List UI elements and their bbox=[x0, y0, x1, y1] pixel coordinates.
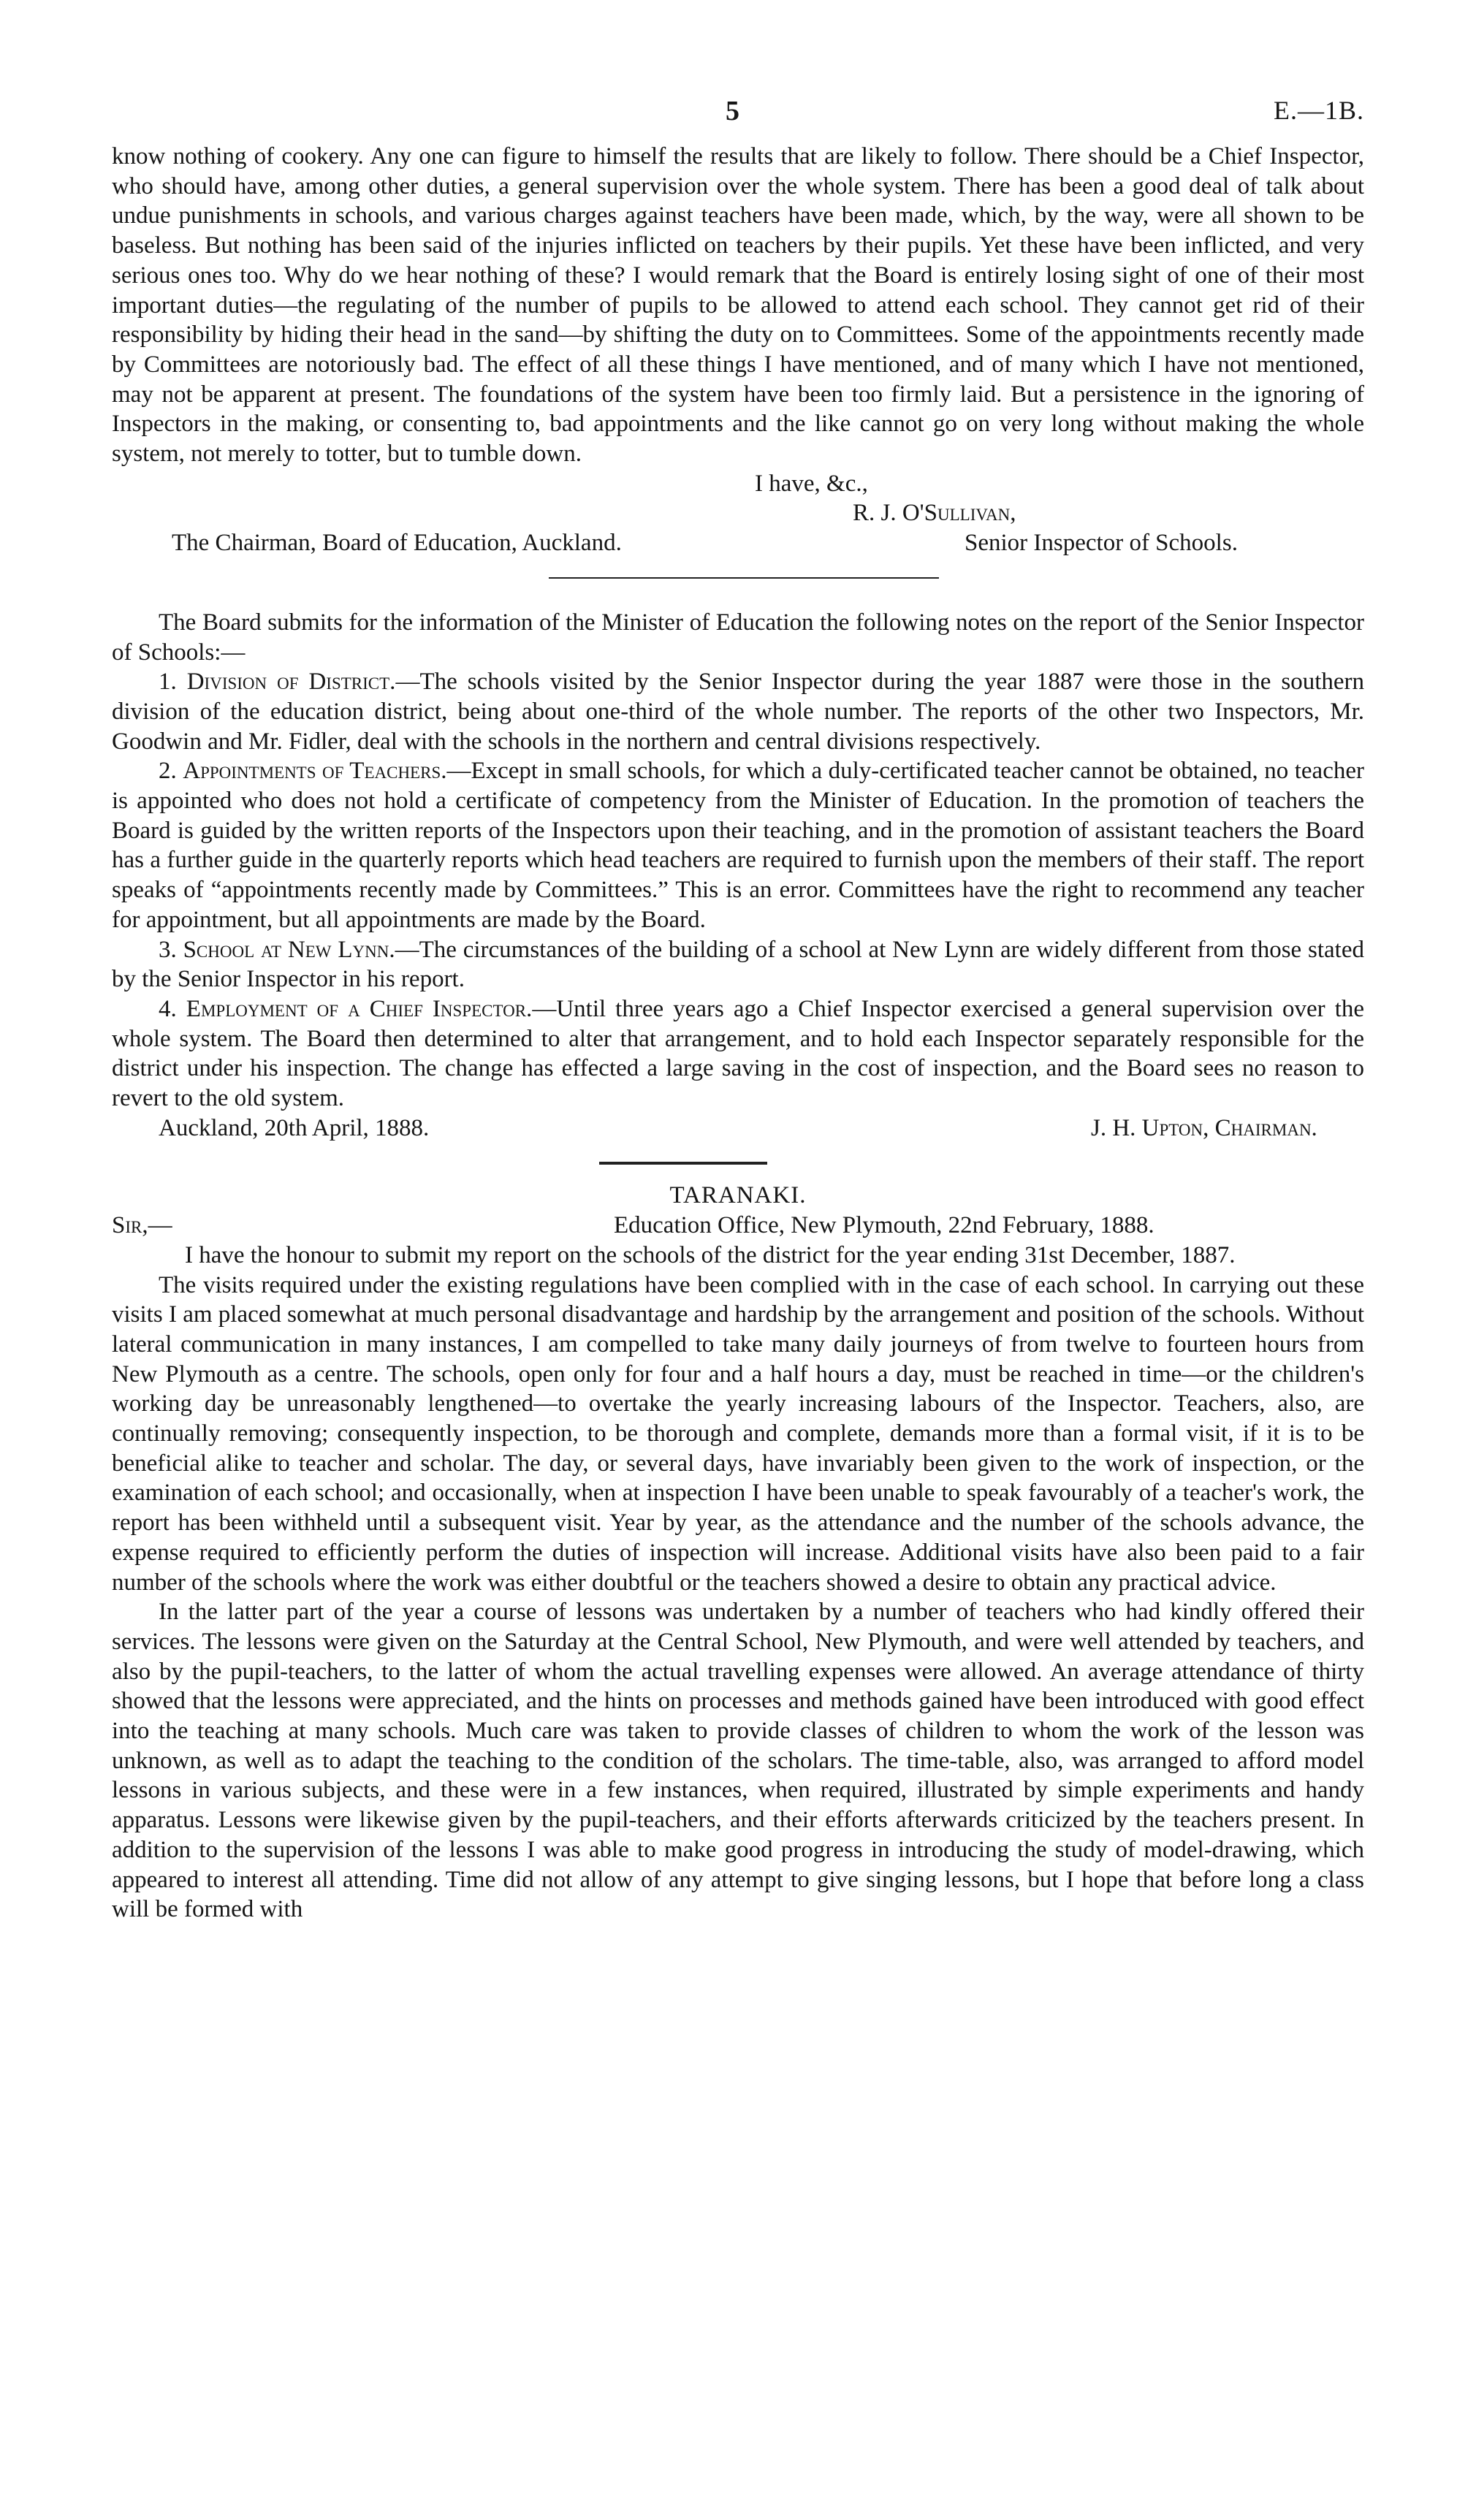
page-number: 5 bbox=[726, 96, 739, 126]
letter-signatory-title: Senior Inspector of Schools. bbox=[965, 530, 1238, 557]
letter-closing: I have, &c., bbox=[755, 470, 868, 497]
report-paragraph: I have the honour to submit my report on the schools of the district for the year ending 31st December, 1887. bbox=[185, 1241, 1236, 1268]
letter-addressee: The Chairman, Board of Education, Auckland. bbox=[172, 530, 622, 557]
note-item: 3. School at New Lynn.—The circumstances of the building of a school at New Lynn are widely different from those stated by the Senior Inspector in his report. bbox=[112, 936, 1364, 993]
note-heading: School at New Lynn. bbox=[183, 936, 395, 963]
inspector-letter bbox=[112, 142, 1364, 558]
note-item: 4. Employment of a Chief Inspector.—Until three years ago a Chief Inspector exercised a general supervision over the whole system. The Board then determined to alter that arrangement, and to hold each Inspector separately responsible for the district under his inspection. The change has effected a large saving in the cost of inspection, and the Board sees no reason to revert to the old system. bbox=[112, 995, 1365, 1112]
letter-signatory: R. J. O'Sullivan, bbox=[853, 500, 1016, 527]
note-item: 2. Appointments of Teachers.—Except in small schools, for which a duly-certificated teacher cannot be obtained, no teacher is appointed who does not hold a certificate of competency from the Minister of Education. In the promotion of teachers the Board is guided by the written reports of the Inspectors upon their teaching, and in the promotion of assistant teachers the Board has a further guide in the quarterly reports which head teachers are required to furnish upon the members of their staff. The report speaks of “appointments recently made by Committees.” This is an error. Committees have the right to recommend any teacher for appointment, but all appointments are made by the Board. bbox=[112, 758, 1364, 933]
board-place-date: Auckland, 20th April, 1888. bbox=[159, 1114, 430, 1141]
note-heading: Employment of a Chief Inspector. bbox=[186, 995, 533, 1022]
section-divider bbox=[549, 577, 939, 579]
report-paragraph: In the latter part of the year a course of lessons was undertaken by a number of teachers who had kindly offered their services. The lessons were given on the Saturday at the Central School, New Plymouth, and were well attended by teachers, and also by the pupil-teachers, to the latter of whom the actual travelling expenses were allowed. An average attendance of thirty showed that the lessons were appreciated, and the hints on processes and methods gained have been introduced with good effect into the teaching at many schools. Much care was taken to provide classes of children to whom the work of the lesson was unknown, as well as to adapt the teaching to the condition of the scholars. The time-table, also, was arranged to afford model lessons in various subjects, and these were in a few instances, when required, illustrated by simple experiments and handy apparatus. Lessons were likewise given by the pupil-teachers, and their efforts afterwards criticized by the teachers present. In addition to the supervision of the lessons I was able to make good progress in introducing the study of model-drawing, which appeared to interest all attending. Time did not allow of any attempt to give singing lessons, but I hope that before long a class will be formed with bbox=[112, 1599, 1364, 1923]
board-notes-intro: The Board submits for the information of the Minister of Education the following notes on the report of the Senior Inspector of Schools:— bbox=[112, 609, 1364, 666]
document-reference: E.—1B. bbox=[1273, 96, 1364, 125]
note-heading: Division of District. bbox=[186, 669, 396, 696]
page-header bbox=[112, 95, 1364, 142]
section-title: TARANAKI. bbox=[669, 1182, 807, 1209]
salutation: Sir,— bbox=[112, 1212, 172, 1239]
dateline: Education Office, New Plymouth, 22nd February, 1888. bbox=[614, 1212, 1154, 1239]
note-item: 1. Division of District.—The schools visited by the Senior Inspector during the year 1887 were those in the southern division of the education district, being about one-third of the whole number. The reports of the other two Inspectors, Mr. Goodwin and Mr. Fidler, deal with the schools in the northern and central divisions respectively. bbox=[112, 669, 1365, 755]
note-heading: Appointments of Teachers. bbox=[183, 758, 447, 785]
document-page bbox=[112, 95, 1364, 1925]
letter-body: know nothing of cookery. Any one can figure to himself the results that are likely to follow. There should be a Chief Inspector, who should have, among other duties, a general supervision over the whole system. There has been a good deal of talk about undue punishments in schools, and various charges against teachers have been made, which, by the way, were all shown to be baseless. But nothing has been said of the injuries inflicted on teachers by their pupils. Yet these have been inflicted, and very serious ones too. Why do we hear nothing of these? I would remark that the Board is entirely losing sight of one of their most important duties—the regulating of the number of pupils to be allowed to attend each school. They cannot get rid of their responsibility by hiding their head in the sand—by shifting the duty on to Committees. Some of the appointments recently made by Committees are notoriously bad. The effect of all these things I have mentioned, and of many which I have not mentioned, may not be apparent at present. The foundations of the system have been too firmly laid. But a persistence in the ignoring of Inspectors in the making, or consenting to, bad appointments and the like cannot go on very long without making the whole system, not merely to totter, but to tumble down. bbox=[112, 143, 1364, 468]
taranaki-report bbox=[112, 1181, 1364, 1925]
board-signatory: J. H. Upton, Chairman. bbox=[1091, 1114, 1317, 1141]
section-divider-short bbox=[599, 1162, 767, 1165]
board-notes bbox=[112, 608, 1364, 1143]
report-paragraph: The visits required under the existing regulations have been complied with in the case of each school. In carrying out these visits I am placed somewhat at much personal disadvantage and hardship by the arrangement and position of the schools. Without lateral communication in many instances, I am compelled to take many daily journeys of from twelve to fourteen hours from New Plymouth as a centre. The schools, open only for four and a half hours a day, must be reached in time—or the children's working day be unreasonably lengthened—to overtake the yearly increasing labours of the Inspector. Teachers, also, are continually removing; consequently inspection, to be thorough and complete, demands more than a formal visit, if it is to be beneficial alike to teacher and scholar. The day, or several days, have invariably been given to the work of inspection, or the examination of each school; and occasionally, when at inspection I have been unable to speak favourably of a teacher's work, the report has been withheld until a subsequent visit. Year by year, as the attendance and the number of the schools advance, the expense required to efficiently perform the duties of inspection will increase. Additional visits have also been paid to a fair number of the schools where the work was either doubtful or the teachers showed a desire to obtain any practical advice. bbox=[112, 1271, 1364, 1596]
